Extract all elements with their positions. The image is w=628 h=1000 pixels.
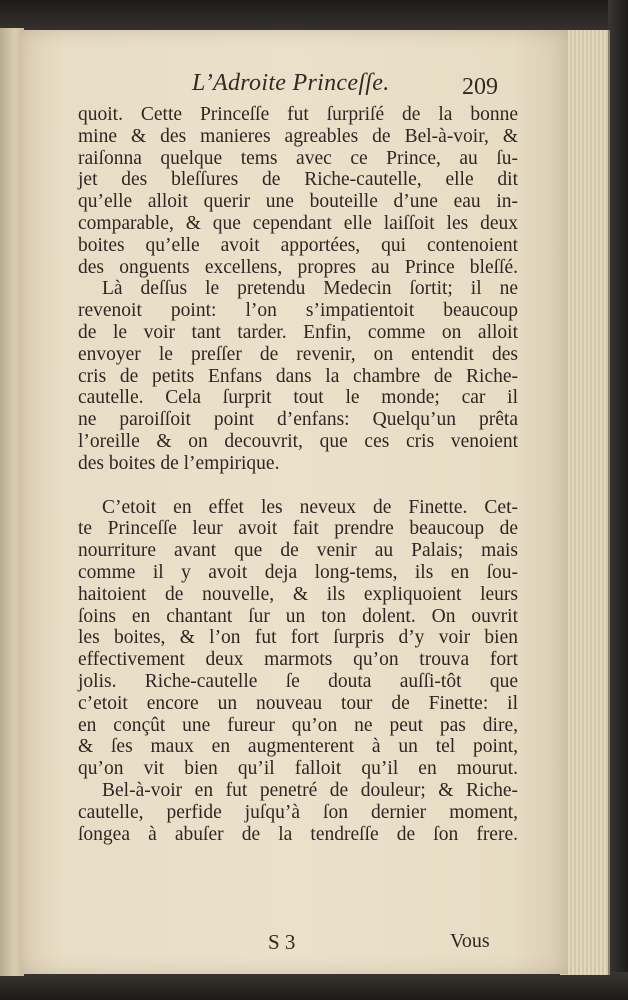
- paragraph: [78, 497, 518, 780]
- book-cover-top: [0, 0, 628, 30]
- text-line: ſongea à abuſer de la tendreſſe de ſon frere.: [78, 823, 518, 845]
- text-line: les boites, & l’on fut fort ſurpris d’y voir bien: [78, 627, 518, 649]
- text-line: te Princeſſe leur avoit fait prendre beaucoup de: [78, 518, 518, 540]
- text-line: jolis. Riche-cautelle ſe douta auſſi-tôt que: [78, 670, 518, 692]
- paragraph: [78, 780, 518, 845]
- paragraph: [78, 278, 518, 474]
- text-line: mine & des manieres agreables de Bel-à-voir, &: [78, 125, 518, 147]
- text-line: quoit. Cette Princeſſe fut ſurpriſé de la bonne: [78, 104, 518, 125]
- text-line: cautelle, perfide juſqu’à ſon dernier moment,: [78, 801, 518, 823]
- text-line: nourriture avant que de venir au Palais; mais: [78, 540, 518, 562]
- text-line: raiſonna quelque tems avec ce Prince, au ſu-: [78, 147, 518, 169]
- catchword: Vous: [450, 930, 490, 952]
- text-line: qu’on vit bien qu’il falloit qu’il en mourut.: [78, 758, 518, 780]
- paragraph-gap: [78, 475, 518, 497]
- text-line: qu’elle alloit querir une bouteille d’une eau in-: [78, 191, 518, 213]
- text-line: cautelle. Cela ſurprit tout le monde; car il: [78, 387, 518, 409]
- text-line: en conçût une fureur qu’on ne peut pas dire,: [78, 714, 518, 736]
- text-line: boites qu’elle avoit apportées, qui contenoient: [78, 234, 518, 256]
- text-line: C’etoit en effet les neveux de Finette. Cet-: [102, 496, 518, 518]
- text-line: des boites de l’empirique.: [78, 452, 280, 474]
- text-line: envoyer le preſſer de revenir, on entendit des: [78, 343, 518, 365]
- text-line: effectivement deux marmots qu’on trouva fort: [78, 649, 518, 671]
- text-line: & ſes maux en augmenterent à un tel point,: [78, 736, 518, 758]
- body-text: [78, 104, 518, 845]
- book-page: [20, 30, 568, 974]
- running-title: L’Adroite Princeſſe.: [192, 70, 390, 96]
- text-line: c’etoit encore un nouveau tour de Finette: il: [78, 692, 518, 714]
- text-line: haitoient de nouvelle, & ils expliquoient leurs: [78, 583, 518, 605]
- text-line: jet des bleſſures de Riche-cautelle, elle dit: [78, 169, 518, 191]
- text-line: l’oreille & on decouvrit, que ces cris venoient: [78, 430, 518, 452]
- book-cover-bottom: [0, 972, 628, 1000]
- paragraph: [78, 104, 518, 278]
- text-line: Bel-à-voir en fut penetré de douleur; & Riche-: [102, 779, 518, 801]
- text-line: comparable, & que cependant elle laiſſoit les deux: [78, 212, 518, 234]
- text-line: ſoins en chantant ſur un ton dolent. On ouvrit: [78, 605, 518, 627]
- text-line: revenoit point: l’on s’impatientoit beaucoup: [78, 300, 518, 322]
- text-line: ne paroiſſoit point d’enfans: Quelqu’un prêta: [78, 409, 518, 431]
- text-line: cris de petits Enfans dans la chambre de Riche-: [78, 365, 518, 387]
- signature-mark: S 3: [268, 930, 296, 954]
- text-line: Là deſſus le pretendu Medecin ſortit; il ne: [102, 278, 518, 300]
- text-line: de le voir tant tarder. Enfin, comme on alloit: [78, 321, 518, 343]
- book-cover-right: [608, 0, 628, 1000]
- text-line: comme il y avoit deja long-tems, ils en ſou-: [78, 561, 518, 583]
- text-line: des onguents excellens, propres au Prince bleſſé.: [78, 256, 518, 278]
- page-number: 209: [462, 74, 498, 100]
